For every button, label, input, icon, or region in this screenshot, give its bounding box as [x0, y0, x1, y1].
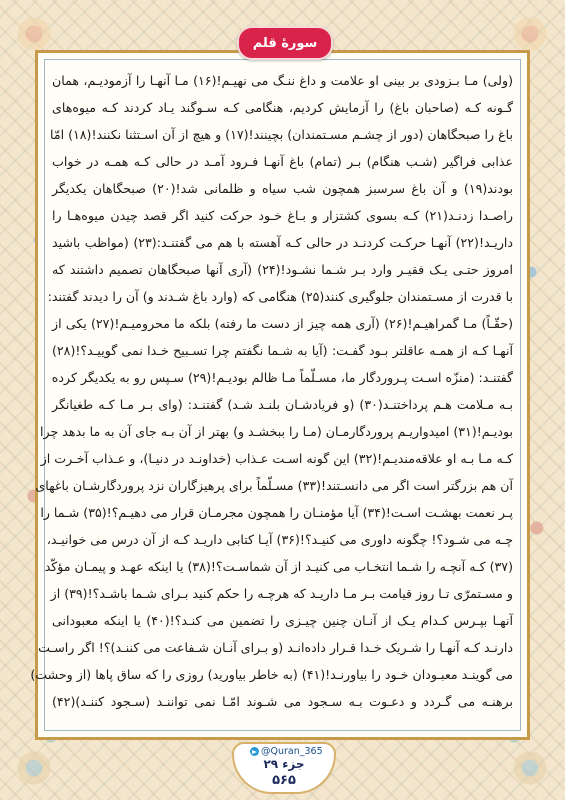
- verse-line: چـه می شـود؟! چگونه داوری می کنیـد؟!(۳۶) آیـا کتابی داریـد کـه از آن درس می خوانیـد،: [46, 532, 513, 547]
- verse-line: (۳۷) کـه آنچـه را شـما انتخـاب می کنیـد از آن شماسـت؟!(۳۸) یا اینکه عهـد و پیمـان مؤکّد: [44, 559, 513, 574]
- verse-line: بودند(۱۹) و آن باغ سرسبز همچون شب سیاه و ظلمانی شد!(۲۰) صبحگاهان یکدیگر: [52, 181, 513, 196]
- surah-title: سورهٔ قلم: [252, 35, 318, 51]
- telegram-icon: [250, 747, 259, 756]
- verse-line: پـر نعمت بهشـت اسـت!(۳۴) آیا مؤمنـان را همچون مجرمـان قرار می دهیـم؟!(۳۵) شـما را: [40, 505, 513, 520]
- verse-line: (حقّـاً) مـا گمراهیـم!(۲۶) (آری همه چیز از دست ما رفته) بلکه ما محرومیـم!(۲۷) یکی از: [52, 316, 513, 331]
- verse-line: باغ را صبحگاهان (دور از چشـم مسـتمندان) بچینند!(۱۷) و هیچ از آن اسـتثنا نکنند!(۱۸) امّا: [50, 127, 513, 142]
- verse-line: گـونه کـه (صاحبان باغ) را آزمایش کردیم، هنگامی کـه سـوگند یـاد کردند کـه میوه‌های: [52, 100, 513, 115]
- verse-line: می گوینـد معبـودان خـود را بیاورنـد!(۴۱) (به خاطر بیاورید) روزی را که ساق پاها (از وحشت): [30, 667, 513, 682]
- floral-ornament-bottom-right: [500, 738, 560, 798]
- text-frame: [30, 50, 530, 740]
- verse-line: بودیـم!(۳۱) امیدواریـم پروردگارمـان (مـا را ببخشـد و) بهتر از آن بـه جای آن به ما بدهد چرا: [40, 424, 513, 439]
- verse-line: آنهـا کـه از همـه عاقلتر بـود گفـت: (آیا به شـما نگفتم چرا تسـبیح خـدا نمی گوییـد؟!(۲۸): [52, 343, 513, 358]
- verse-line: و مسـتمرّی تـا روز قیامت بـر مـا داریـد که هرچـه را حکم کنید بـرای شـما باشـد؟!(۳۹) از: [50, 586, 513, 601]
- verse-line: گفتنـد: (منزّه اسـت پـروردگار ما، مسـلّماً مـا ظالم بودیـم!(۲۹) سـپس رو به یکدیگر کرده: [51, 370, 513, 385]
- verse-line: بـه مـلامت هـم پرداختنـد(۳۰) (و فریادشـان بلنـد شـد) گفتنـد: (وای بـر مـا کـه طغیانگر: [52, 397, 513, 412]
- verse-line: عذابی فراگیر (شـب هنگام) بـر (تمام) باغ آنهـا فـرود آمـد در حالی کـه همـه در خواب: [52, 154, 513, 169]
- verse-line: کـه مـا بـه او علاقه‌مندیـم!(۳۲) این گونه اسـت عـذاب (خداونـد در دنیـا)، و عـذاب آخـرت از: [40, 451, 513, 466]
- verse-line: با قدرت از مسـتمندان جلوگیری کنند(۲۵) هنگامی که (وارد باغ شـدند و) آن را دیدند گفتند:: [47, 289, 513, 304]
- juz-label: جزء ۲۹: [263, 757, 305, 771]
- channel-handle: [250, 746, 323, 757]
- surah-title-badge: [237, 26, 333, 60]
- verse-line: برهنـه می گـردد و دعـوت بـه سـجود می شـوند امّـا نمی تواننـد (سـجود کننـد)(۴۲): [52, 694, 513, 709]
- verse-text-area: [30, 67, 514, 727]
- channel-handle-text: @Quran_365: [261, 746, 323, 757]
- floral-ornament-bottom-left: [4, 738, 64, 798]
- page-number: ۵۶۵: [272, 773, 296, 788]
- verse-line: امروز حتـی یـک فقیـر وارد بـر شـما نشـود!(۲۴) (آری آنها صبحگاهان تصمیم داشتند که: [52, 262, 513, 277]
- verse-line: راصـدا زدنـد(۲۱) کـه بسوی کشتزار و بـاغ خـود حرکت کنید اگر قصد چیدن میوه‌هـا را: [52, 208, 513, 223]
- verse-line: دارنـد کـه آنهـا را شـریک خـدا قـرار داده‌انـد (و بـرای آنـان شـفاعت می کننـد)؟! اگر راسـت: [38, 640, 513, 655]
- verse-line: آنهـا بپـرس کـدام یـک از آنـان چنین چیـزی را تضمین می کنـد؟!(۴۰) یا اینکه معبودانی: [52, 613, 513, 628]
- verse-line: داریـد!(۲۲) آنهـا حرکـت کردنـد در حالی کـه آهسته با هم می گفتنـد:(۲۳) (مواظب باشید: [52, 235, 514, 250]
- verse-line: (ولی) مـا بـزودی بر بینی او علامت و داغ ننـگ می نهیـم!(۱۶) مـا آنهـا را آزمودیـم، همان: [52, 73, 513, 88]
- verse-line: آن هم بزرگتر است اگر می دانسـتند!(۳۳) مسـلّماً برای پرهیزگاران نزد پروردگارشـان باغهای: [35, 478, 513, 493]
